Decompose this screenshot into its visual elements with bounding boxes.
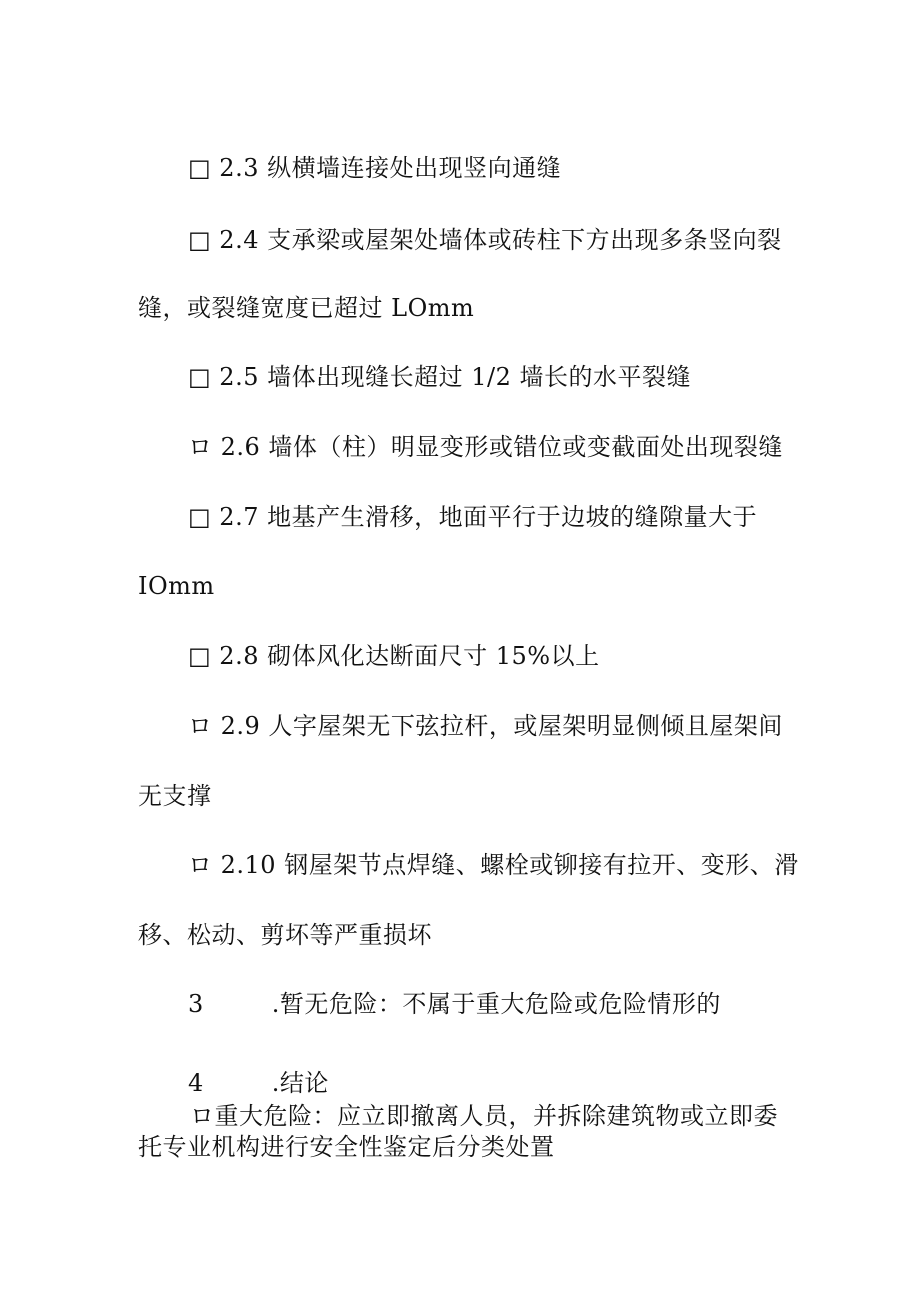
section-4-text: .结论 <box>271 1069 329 1097</box>
checklist-item-2-9-line-2: 无支撑 <box>138 782 212 810</box>
checklist-item-2-3: □ 2.3 纵横墙连接处出现竖向通缝 <box>188 154 562 182</box>
conclusion-line-2: 托专业机构进行安全性鉴定后分类处置 <box>138 1133 555 1161</box>
checklist-item-2-7-line-2: IOmm <box>138 572 215 600</box>
checklist-item-2-7-line-1: □ 2.7 地基产生滑移，地面平行于边坡的缝隙量大于 <box>188 503 758 531</box>
section-3-heading <box>188 989 721 1019</box>
checklist-item-2-4-line-1: □ 2.4 支承梁或屋架处墙体或砖柱下方出现多条竖向裂 <box>188 226 782 254</box>
checklist-item-2-10-line-1: ロ 2.10 钢屋架节点焊缝、螺栓或铆接有拉开、变形、滑 <box>188 851 799 879</box>
section-4-number: 4 <box>188 1069 204 1097</box>
section-3-text: .暂无危险：不属于重大危险或危险情形的 <box>271 990 721 1018</box>
checklist-item-2-8: □ 2.8 砌体风化达断面尺寸 15%以上 <box>188 642 600 670</box>
section-3-number: 3 <box>188 990 204 1018</box>
checklist-item-2-4-line-2: 缝，或裂缝宽度已超过 LOmm <box>138 294 475 322</box>
checklist-item-2-9-line-1: ロ 2.9 人字屋架无下弦拉杆，或屋架明显侧倾且屋架间 <box>188 712 783 740</box>
section-4-heading <box>188 1068 329 1098</box>
checklist-item-2-6: ロ 2.6 墙体（柱）明显变形或错位或变截面处出现裂缝 <box>188 433 783 461</box>
conclusion-line-1: ロ重大危险：应立即撤离人员，并拆除建筑物或立即委 <box>190 1102 778 1130</box>
checklist-item-2-10-line-2: 移、松动、剪坏等严重损坏 <box>138 921 432 949</box>
checklist-item-2-5: □ 2.5 墙体出现缝长超过 1/2 墙长的水平裂缝 <box>188 363 691 391</box>
